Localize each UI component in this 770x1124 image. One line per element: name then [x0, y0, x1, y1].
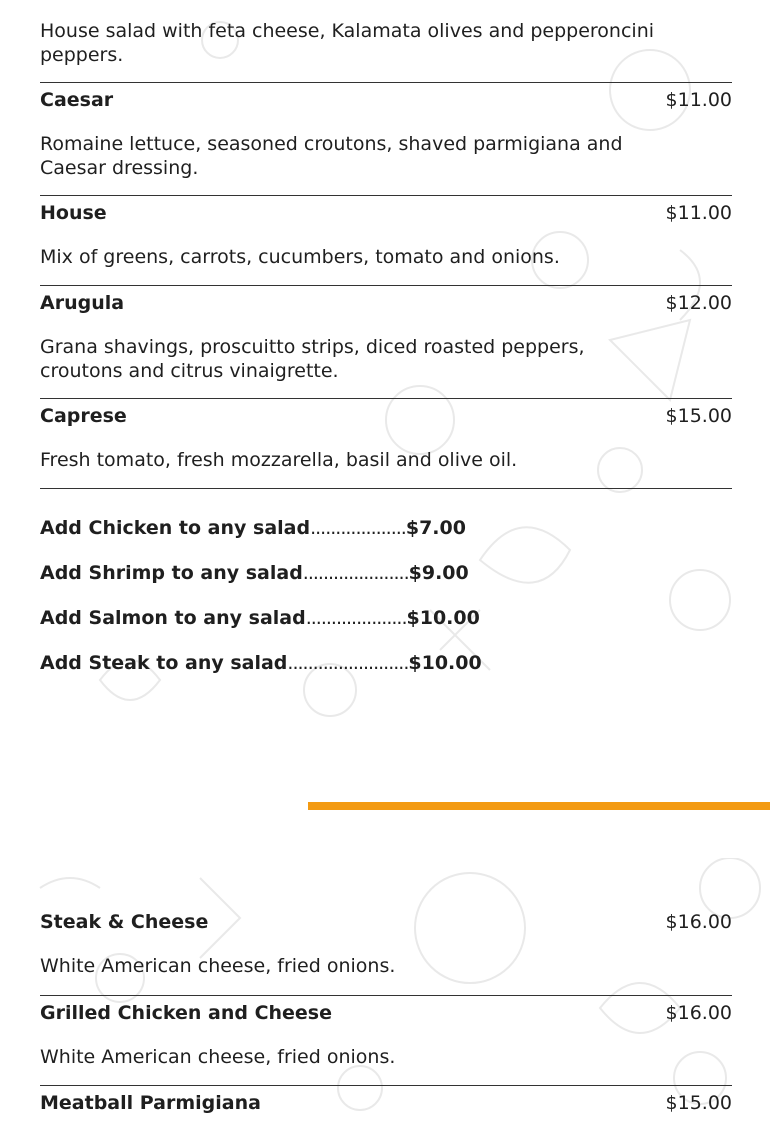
addon-shrimp	[40, 560, 469, 586]
addon-label: Add Chicken to any salad	[40, 517, 311, 539]
addon-label: Add Shrimp to any salad	[40, 562, 303, 584]
item-name: Grilled Chicken and Cheese	[40, 1002, 333, 1024]
addon-steak	[40, 650, 482, 676]
menu-item-caprese	[40, 398, 732, 472]
addon-price: $10.00	[408, 652, 482, 674]
menu-item-meatball-parmigiana	[40, 1085, 732, 1116]
addon-salmon	[40, 605, 480, 631]
menu-item-grilled-chicken-and-cheese	[40, 995, 732, 1069]
addon-chicken	[40, 515, 466, 541]
item-name: House	[40, 202, 107, 224]
item-description: Romaine lettuce, seasoned croutons, shaved parmigiana and Caesar dressing.	[40, 133, 623, 179]
item-description: White American cheese, fried onions.	[40, 955, 396, 977]
item-price: $15.00	[665, 1092, 732, 1114]
addon-label: Add Salmon to any salad	[40, 607, 306, 629]
addon-price: $10.00	[406, 607, 480, 629]
item-price: $12.00	[665, 292, 732, 314]
addon-dots: .....................	[302, 562, 409, 584]
menu-item-steak-and-cheese	[40, 905, 732, 978]
item-name: Steak & Cheese	[40, 911, 209, 933]
addon-dots: ........................	[287, 652, 409, 674]
item-price: $16.00	[665, 911, 732, 933]
item-price: $11.00	[665, 89, 732, 111]
menu-item-caesar	[40, 82, 732, 180]
item-price: $16.00	[665, 1002, 732, 1024]
item-description: White American cheese, fried onions.	[40, 1046, 396, 1068]
addon-label: Add Steak to any salad	[40, 652, 288, 674]
item-description: Fresh tomato, fresh mozzarella, basil and olive oil.	[40, 449, 518, 471]
item-price: $11.00	[665, 202, 732, 224]
menu-item-arugula	[40, 285, 732, 383]
item-name: Arugula	[40, 292, 125, 314]
section-divider	[40, 488, 732, 489]
addon-dots: ....................	[305, 607, 407, 629]
item-name: Caesar	[40, 89, 114, 111]
item-price: $15.00	[665, 405, 732, 427]
menu-item-house	[40, 195, 732, 269]
item-name: Meatball Parmigiana	[40, 1092, 261, 1114]
house-salad-description: House salad with feta cheese, Kalamata olives and pepperoncini peppers.	[40, 20, 655, 66]
item-description: Grana shavings, proscuitto strips, diced roasted peppers, croutons and citrus vinaigrette.	[40, 336, 585, 382]
addon-price: $9.00	[408, 562, 469, 584]
item-name: Caprese	[40, 405, 127, 427]
addon-price: $7.00	[405, 517, 466, 539]
item-description: Mix of greens, carrots, cucumbers, tomato and onions.	[40, 246, 560, 268]
addon-dots: ...................	[310, 517, 406, 539]
section-accent-bar	[308, 802, 770, 810]
